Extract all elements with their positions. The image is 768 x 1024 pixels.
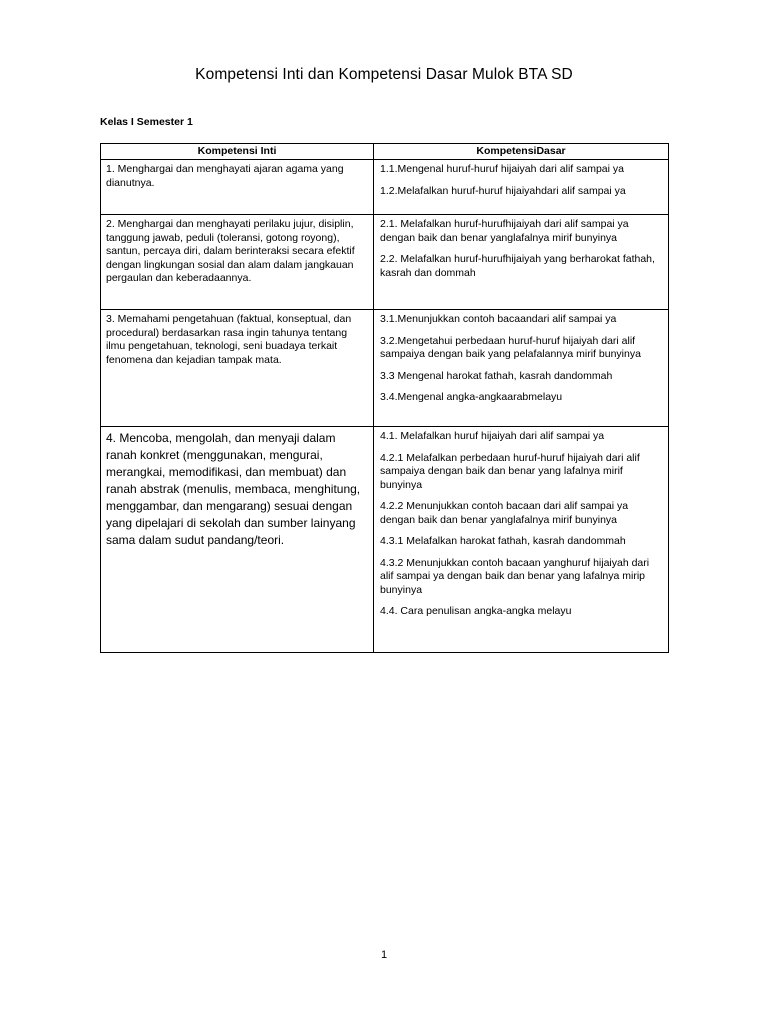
competency-table bbox=[100, 143, 669, 653]
kd-cell bbox=[374, 160, 669, 215]
kd-item: 3.4.Mengenal angka-angkaarabmelayu bbox=[380, 391, 563, 403]
table-row bbox=[101, 215, 669, 310]
kd-item: 4.2.1 Melafalkan perbedaan huruf-huruf hijaiyah dari alif sampaiya dengan baik dan benar yang lafalnya mirif bunyinya bbox=[380, 451, 640, 491]
kd-item: 3.2.Mengetahui perbedaan huruf-huruf hijaiyah dari alif sampaiya dengan baik yang pelafalannya mirif bunyinya bbox=[380, 334, 641, 360]
kd-item: 3.3 Mengenal harokat fathah, kasrah dandommah bbox=[380, 369, 613, 382]
ki-text: 1. Menghargai dan menghayati ajaran agama yang dianutnya. bbox=[106, 163, 344, 189]
table-row bbox=[101, 310, 669, 427]
kd-item: 3.1.Menunjukkan contoh bacaandari alif sampai ya bbox=[380, 313, 617, 325]
kd-item: 1.1.Mengenal huruf-huruf hijaiyah dari alif sampai ya bbox=[380, 163, 624, 175]
ki-cell bbox=[101, 215, 374, 310]
kd-cell bbox=[374, 215, 669, 310]
ki-cell bbox=[101, 160, 374, 215]
header-kompetensi-dasar: KompetensiDasar bbox=[374, 144, 669, 160]
header-kompetensi-inti: Kompetensi Inti bbox=[101, 144, 374, 160]
kd-item: 4.2.2 Menunjukkan contoh bacaan dari alif sampai ya dengan baik dan benar yanglafalnya mirif bunyinya bbox=[380, 500, 629, 526]
ki-text: 2. Menghargai dan menghayati perilaku jujur, disiplin, tanggung jawab, peduli (toleransi, gotong royong), santun, percaya diri, dalam berinteraksi secara efektif dengan lingkungan sosial dan alam dalam jangkauan pergaulan dan keberadaannya. bbox=[106, 218, 355, 284]
ki-cell bbox=[101, 427, 374, 653]
kd-cell bbox=[374, 310, 669, 427]
kd-item: 2.2. Melafalkan huruf-hurufhijaiyah yang berharokat fathah, kasrah dan dommah bbox=[380, 253, 655, 279]
table-row bbox=[101, 427, 669, 653]
kd-item: 4.4. Cara penulisan angka-angka melayu bbox=[380, 605, 572, 617]
kd-item: 4.3.1 Melafalkan harokat fathah, kasrah dandommah bbox=[380, 535, 626, 547]
class-semester-label: Kelas I Semester 1 bbox=[100, 116, 193, 128]
table-row bbox=[101, 160, 669, 215]
ki-text: 4. Mencoba, mengolah, dan menyaji dalam ranah konkret (menggunakan, mengurai, merangkai, memodifikasi, dan membuat) dan ranah abstrak (menulis, membaca, menghitung, menggambar, dan mengarang) sesuai dengan yang dipelajari di sekolah dan sumber lainyang sama dalam sudut pandang/teori. bbox=[106, 431, 361, 547]
ki-cell bbox=[101, 310, 374, 427]
ki-text: 3. Memahami pengetahuan (faktual, konseptual, dan procedural) berdasarkan rasa ingin tahunya tentang ilmu pengetahuan, teknologi, seni buadaya terkait fenomena dan kejadian tampak mata. bbox=[106, 313, 352, 366]
kd-item: 2.1. Melafalkan huruf-hurufhijaiyah dari alif sampai ya dengan baik dan benar yanglafalnya mirif bunyinya bbox=[380, 218, 629, 244]
document-title: Kompetensi Inti dan Kompetensi Dasar Mulok BTA SD bbox=[195, 66, 573, 83]
page-number: 1 bbox=[380, 949, 388, 961]
kd-cell bbox=[374, 427, 669, 653]
kd-item: 4.3.2 Menunjukkan contoh bacaan yanghuruf hijaiyah dari alif sampai ya dengan baik dan benar yang lafalnya mirip bunyinya bbox=[380, 556, 650, 596]
kd-item: 1.2.Melafalkan huruf-huruf hijaiyahdari alif sampai ya bbox=[380, 184, 626, 197]
kd-item: 4.1. Melafalkan huruf hijaiyah dari alif sampai ya bbox=[380, 430, 605, 442]
table-header-row bbox=[101, 144, 669, 160]
